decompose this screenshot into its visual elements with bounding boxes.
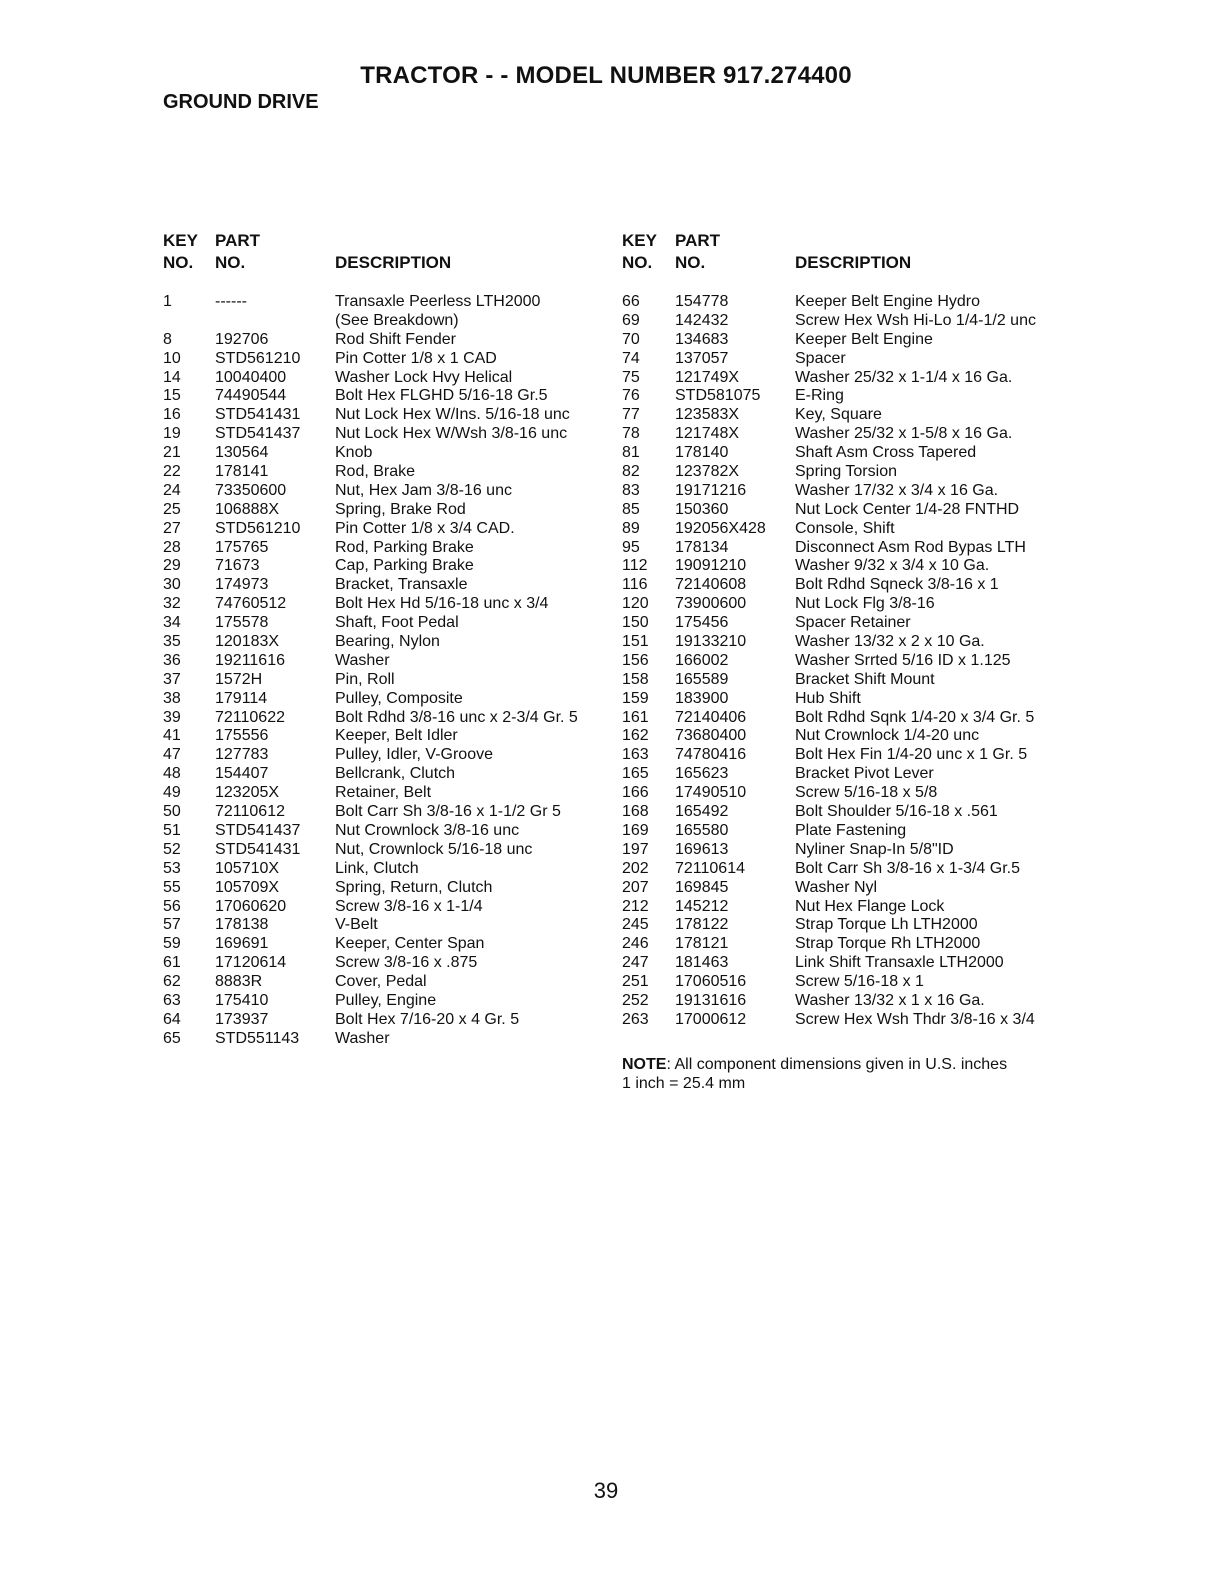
part-number: 19091210	[675, 557, 747, 575]
part-description: Keeper Belt Engine Hydro	[795, 293, 980, 310]
part-number: 74490544	[215, 387, 287, 405]
part-number: 175578	[215, 614, 269, 632]
key-number: 10	[163, 349, 181, 367]
part-description: Screw 5/16-18 x 5/8	[795, 784, 938, 802]
part-number: 74780416	[675, 746, 747, 764]
key-number: 47	[163, 746, 181, 764]
key-number: 59	[163, 935, 181, 953]
part-description: Nut Lock Hex W/Ins. 5/16-18 unc	[335, 406, 570, 424]
part-description: Transaxle Peerless LTH2000	[335, 293, 541, 310]
part-description: Knob	[335, 444, 373, 462]
header-description: DESCRIPTION	[795, 253, 912, 272]
part-number: 178134	[675, 538, 729, 556]
key-number: 83	[622, 481, 640, 499]
part-description: Bolt Hex FLGHD 5/16-18 Gr.5	[335, 387, 548, 405]
key-number: 66	[622, 293, 640, 310]
part-description: Spring, Brake Rod	[335, 500, 466, 518]
key-number: 38	[163, 689, 181, 707]
part-description: V-Belt	[335, 916, 378, 934]
key-number: 163	[622, 746, 649, 764]
page-title: TRACTOR - - MODEL NUMBER 917.274400	[360, 62, 852, 89]
key-number: 158	[622, 670, 649, 688]
part-number: 173937	[215, 1010, 269, 1028]
part-description: Nut, Crownlock 5/16-18 unc	[335, 840, 533, 858]
part-description: Nut Crownlock 3/8-16 unc	[335, 821, 520, 839]
part-description: Screw Hex Wsh Hi-Lo 1/4-1/2 unc	[795, 311, 1036, 329]
part-number: 192706	[215, 330, 269, 348]
key-number: 247	[622, 954, 649, 972]
part-number: 72140608	[675, 576, 747, 594]
key-number: 28	[163, 538, 181, 556]
part-description: Spring, Return, Clutch	[335, 878, 493, 896]
part-number: 72140406	[675, 708, 747, 726]
part-description: Washer 9/32 x 3/4 x 10 Ga.	[795, 557, 990, 575]
part-description: Shaft, Foot Pedal	[335, 614, 459, 632]
part-number: 123782X	[675, 463, 740, 481]
part-number: 192056X428	[675, 519, 766, 537]
header-key: KEY	[622, 231, 657, 250]
key-number: 55	[163, 878, 181, 896]
key-number: 27	[163, 519, 181, 537]
key-number: 69	[622, 311, 640, 329]
part-description: Pin Cotter 1/8 x 3/4 CAD.	[335, 519, 515, 537]
key-number: 78	[622, 425, 640, 443]
key-number: 19	[163, 425, 181, 443]
part-number: 17060516	[675, 973, 747, 991]
part-number: 19171216	[675, 481, 747, 499]
part-description: Nut Hex Flange Lock	[795, 897, 945, 915]
part-description: Keeper Belt Engine	[795, 330, 933, 348]
part-description: Washer 17/32 x 3/4 x 16 Ga.	[795, 481, 999, 499]
key-number: 41	[163, 727, 181, 745]
part-number: 145212	[675, 897, 729, 915]
part-number: 105709X	[215, 878, 280, 896]
key-number: 74	[622, 349, 640, 367]
key-number: 212	[622, 897, 649, 915]
part-description: Rod, Brake	[335, 463, 416, 481]
part-number: 175456	[675, 614, 729, 632]
header-part-no: NO.	[675, 253, 706, 272]
part-number: 8883R	[215, 973, 263, 991]
part-description: Washer Srrted 5/16 ID x 1.125	[795, 651, 1011, 669]
key-number: 120	[622, 595, 649, 613]
part-description: Strap Torque Lh LTH2000	[795, 916, 978, 934]
part-number: 19211616	[215, 651, 285, 669]
part-description: Bearing, Nylon	[335, 633, 440, 651]
part-number: 106888X	[215, 500, 280, 518]
key-number: 85	[622, 500, 640, 518]
key-number: 76	[622, 387, 640, 405]
part-number: 175410	[215, 991, 269, 1009]
part-description: Console, Shift	[795, 519, 895, 537]
section-title: GROUND DRIVE	[163, 91, 319, 113]
key-number: 162	[622, 727, 649, 745]
part-number: ------	[215, 293, 247, 310]
part-number: 178140	[675, 444, 729, 462]
key-number: 165	[622, 765, 649, 783]
part-description: Bolt Hex Hd 5/16-18 unc x 3/4	[335, 595, 549, 613]
part-description: Cap, Parking Brake	[335, 557, 474, 575]
part-description: Pulley, Engine	[335, 991, 437, 1009]
part-number: 1572H	[215, 670, 263, 688]
part-description: Nut, Hex Jam 3/8-16 unc	[335, 481, 512, 499]
part-number: 169613	[675, 840, 729, 858]
part-number: 74760512	[215, 595, 287, 613]
part-number: 134683	[675, 330, 729, 348]
key-number: 14	[163, 368, 181, 386]
part-description: Cover, Pedal	[335, 973, 427, 991]
part-description: Nut Crownlock 1/4-20 unc	[795, 727, 980, 745]
key-number: 70	[622, 330, 640, 348]
key-number: 29	[163, 557, 181, 575]
part-description: Bolt Rdhd Sqnk 1/4-20 x 3/4 Gr. 5	[795, 708, 1035, 726]
part-number: 142432	[675, 311, 729, 329]
part-number: STD561210	[215, 519, 301, 537]
part-description: Plate Fastening	[795, 821, 907, 839]
part-number: 178141	[215, 463, 269, 481]
part-description: Keeper, Center Span	[335, 935, 485, 953]
part-description: Bracket, Transaxle	[335, 576, 468, 594]
part-number: 165580	[675, 821, 729, 839]
part-number: 130564	[215, 444, 269, 462]
key-number: 57	[163, 916, 181, 934]
part-description: Nut Lock Hex W/Wsh 3/8-16 unc	[335, 425, 568, 443]
part-number: 178121	[675, 935, 729, 953]
note-text: : All component dimensions given in U.S. inches	[666, 1056, 1008, 1073]
page-number: 39	[593, 1478, 619, 1503]
part-number: 105710X	[215, 859, 280, 877]
key-number: 150	[622, 614, 649, 632]
part-number: 123205X	[215, 784, 280, 802]
key-number: 95	[622, 538, 640, 556]
header-key: KEY	[163, 231, 198, 250]
part-number: 17120614	[215, 954, 287, 972]
part-number: 178122	[675, 916, 729, 934]
part-description: Spacer Retainer	[795, 614, 911, 632]
key-number: 53	[163, 859, 181, 877]
part-number: STD561210	[215, 349, 301, 367]
key-number: 37	[163, 670, 181, 688]
key-number: 21	[163, 444, 181, 462]
part-number: 123583X	[675, 406, 740, 424]
part-number: 121748X	[675, 425, 740, 443]
key-number: 24	[163, 481, 181, 499]
part-description: Washer Lock Hvy Helical	[335, 368, 513, 386]
key-number: 32	[163, 595, 181, 613]
part-number: 181463	[675, 954, 729, 972]
key-number: 166	[622, 784, 649, 802]
header-part: PART	[675, 231, 721, 250]
part-description: Bolt Carr Sh 3/8-16 x 1-3/4 Gr.5	[795, 859, 1020, 877]
part-description: Hub Shift	[795, 689, 861, 707]
part-description: Rod Shift Fender	[335, 330, 456, 348]
key-number: 16	[163, 406, 181, 424]
part-description: (See Breakdown)	[335, 311, 459, 329]
key-number: 15	[163, 387, 181, 405]
part-number: 19133210	[675, 633, 747, 651]
part-number: 73900600	[675, 595, 747, 613]
key-number: 159	[622, 689, 649, 707]
key-number: 36	[163, 651, 181, 669]
part-description: Pin Cotter 1/8 x 1 CAD	[335, 349, 497, 367]
part-number: 154778	[675, 293, 729, 310]
key-number: 75	[622, 368, 640, 386]
part-number: 73680400	[675, 727, 747, 745]
key-number: 263	[622, 1010, 649, 1028]
key-number: 81	[622, 444, 640, 462]
part-description: Washer 25/32 x 1-5/8 x 16 Ga.	[795, 425, 1013, 443]
key-number: 116	[622, 576, 648, 594]
key-number: 161	[622, 708, 649, 726]
part-description: Keeper, Belt Idler	[335, 727, 458, 745]
part-description: Link, Clutch	[335, 859, 419, 877]
part-description: Nut Lock Flg 3/8-16	[795, 595, 935, 613]
header-part-no: NO.	[215, 253, 246, 272]
part-number: 165623	[675, 765, 729, 783]
part-description: Key, Square	[795, 406, 882, 424]
key-number: 25	[163, 500, 181, 518]
part-number: 174973	[215, 576, 269, 594]
part-number: STD581075	[675, 387, 761, 405]
part-number: STD541437	[215, 821, 301, 839]
part-description: Bolt Carr Sh 3/8-16 x 1-1/2 Gr 5	[335, 803, 561, 821]
part-description: Shaft Asm Cross Tapered	[795, 444, 977, 462]
key-number: 112	[622, 557, 648, 575]
part-number: STD541431	[215, 840, 301, 858]
part-description: Bellcrank, Clutch	[335, 765, 456, 783]
note-label: NOTE	[622, 1056, 667, 1073]
part-number: 165492	[675, 803, 729, 821]
part-number: 150360	[675, 500, 729, 518]
key-number: 35	[163, 633, 181, 651]
key-number: 156	[622, 651, 649, 669]
key-number: 61	[163, 954, 181, 972]
header-description: DESCRIPTION	[335, 253, 452, 272]
part-number: STD541431	[215, 406, 301, 424]
part-description: E-Ring	[795, 387, 844, 405]
part-number: 183900	[675, 689, 729, 707]
part-description: Screw 3/8-16 x 1-1/4	[335, 897, 483, 915]
key-number: 50	[163, 803, 181, 821]
key-number: 30	[163, 576, 181, 594]
part-description: Strap Torque Rh LTH2000	[795, 935, 981, 953]
part-description: Washer 25/32 x 1-1/4 x 16 Ga.	[795, 368, 1013, 386]
part-number: 10040400	[215, 368, 287, 386]
part-number: 169845	[675, 878, 729, 896]
part-number: 17490510	[675, 784, 747, 802]
part-number: 19131616	[675, 991, 747, 1009]
part-description: Bolt Shoulder 5/16-18 x .561	[795, 803, 998, 821]
part-number: 71673	[215, 557, 260, 575]
key-number: 151	[622, 633, 649, 651]
key-number: 245	[622, 916, 649, 934]
part-number: 17060620	[215, 897, 287, 915]
part-description: Washer	[335, 1029, 390, 1047]
part-description: Nyliner Snap-In 5/8"ID	[795, 840, 954, 858]
part-number: 154407	[215, 765, 269, 783]
part-description: Pulley, Idler, V-Groove	[335, 746, 493, 764]
dimension-note	[622, 1055, 1007, 1093]
note-line-1	[622, 1055, 1007, 1074]
note-line-2: 1 inch = 25.4 mm	[622, 1075, 746, 1092]
part-number: 72110612	[215, 803, 285, 821]
part-description: Disconnect Asm Rod Bypas LTH	[795, 538, 1026, 556]
part-description: Bolt Hex Fin 1/4-20 unc x 1 Gr. 5	[795, 746, 1028, 764]
key-number: 49	[163, 784, 181, 802]
part-number: 169691	[215, 935, 269, 953]
part-number: 137057	[675, 349, 729, 367]
part-number: 178138	[215, 916, 269, 934]
part-description: Bolt Rdhd Sqneck 3/8-16 x 1	[795, 576, 999, 594]
key-number: 89	[622, 519, 640, 537]
key-number: 63	[163, 991, 181, 1009]
part-description: Retainer, Belt	[335, 784, 432, 802]
key-number: 65	[163, 1029, 181, 1047]
part-number: 121749X	[675, 368, 740, 386]
key-number: 169	[622, 821, 649, 839]
key-number: 52	[163, 840, 181, 858]
part-description: Spring Torsion	[795, 463, 897, 481]
key-number: 168	[622, 803, 649, 821]
part-number: 175556	[215, 727, 269, 745]
part-number: 72110614	[675, 859, 745, 877]
key-number: 207	[622, 878, 649, 896]
header-part: PART	[215, 231, 261, 250]
key-number: 39	[163, 708, 181, 726]
part-number: STD541437	[215, 425, 301, 443]
key-number: 1	[163, 293, 172, 310]
part-description: Bolt Rdhd 3/8-16 unc x 2-3/4 Gr. 5	[335, 708, 578, 726]
key-number: 56	[163, 897, 181, 915]
key-number: 34	[163, 614, 181, 632]
key-number: 64	[163, 1010, 181, 1028]
key-number: 197	[622, 840, 649, 858]
part-description: Washer Nyl	[795, 878, 878, 896]
key-number: 22	[163, 463, 181, 481]
key-number: 77	[622, 406, 640, 424]
part-description: Pulley, Composite	[335, 689, 463, 707]
key-number: 252	[622, 991, 649, 1009]
key-number: 8	[163, 330, 172, 348]
part-number: 72110622	[215, 708, 285, 726]
part-description: Screw Hex Wsh Thdr 3/8-16 x 3/4	[795, 1010, 1035, 1028]
part-number: 175765	[215, 538, 269, 556]
part-description: Link Shift Transaxle LTH2000	[795, 954, 1004, 972]
part-description: Washer 13/32 x 2 x 10 Ga.	[795, 633, 985, 651]
key-number: 62	[163, 973, 181, 991]
key-number: 246	[622, 935, 649, 953]
part-description: Screw 5/16-18 x 1	[795, 973, 924, 991]
key-number: 48	[163, 765, 181, 783]
part-number: 179114	[215, 689, 268, 707]
part-description: Nut Lock Center 1/4-28 FNTHD	[795, 500, 1020, 518]
part-description: Bracket Shift Mount	[795, 670, 935, 688]
part-description: Screw 3/8-16 x .875	[335, 954, 478, 972]
part-number: 120183X	[215, 633, 280, 651]
part-description: Pin, Roll	[335, 670, 395, 688]
part-description: Bracket Pivot Lever	[795, 765, 934, 783]
part-description: Washer	[335, 651, 390, 669]
header-key-no: NO.	[622, 253, 653, 272]
part-number: 165589	[675, 670, 729, 688]
part-number: 166002	[675, 651, 729, 669]
key-number: 82	[622, 463, 640, 481]
part-description: Bolt Hex 7/16-20 x 4 Gr. 5	[335, 1010, 520, 1028]
part-number: 17000612	[675, 1010, 747, 1028]
part-number: 127783	[215, 746, 269, 764]
key-number: 251	[622, 973, 649, 991]
part-number: STD551143	[215, 1029, 300, 1047]
part-description: Spacer	[795, 349, 846, 367]
part-description: Rod, Parking Brake	[335, 538, 474, 556]
key-number: 51	[163, 821, 181, 839]
part-description: Washer 13/32 x 1 x 16 Ga.	[795, 991, 985, 1009]
key-number: 202	[622, 859, 649, 877]
part-number: 73350600	[215, 481, 287, 499]
header-key-no: NO.	[163, 253, 194, 272]
